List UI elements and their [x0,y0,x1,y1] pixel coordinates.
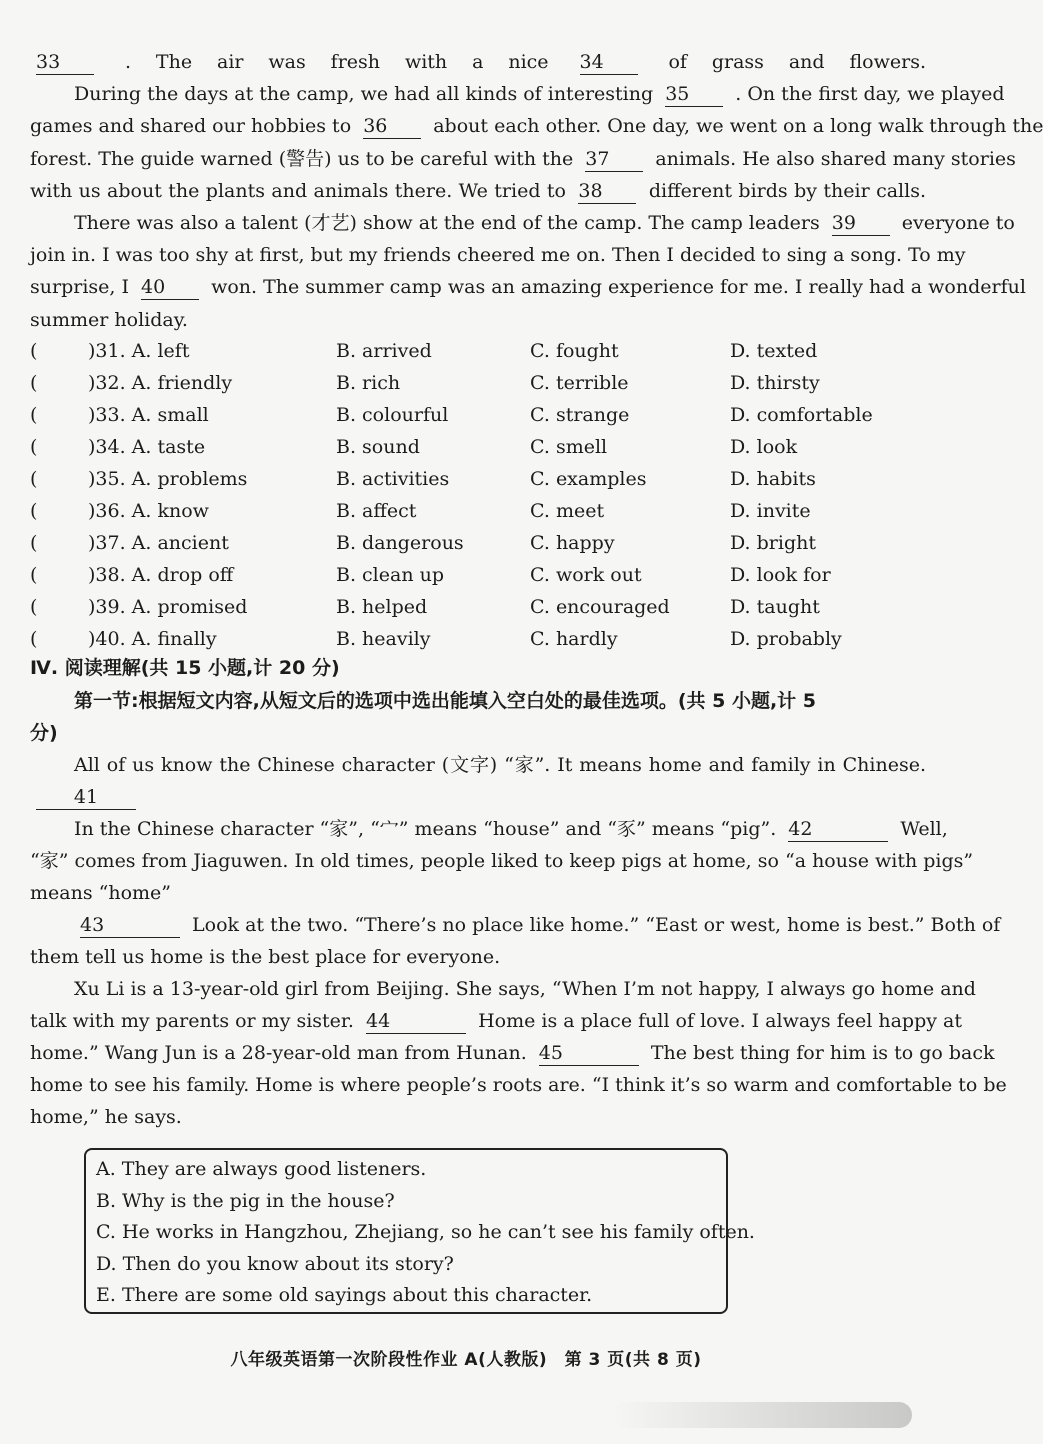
option-a: )34. A. taste [88,436,206,458]
option-row [30,367,910,399]
passage-line [30,78,1005,110]
option-row [30,335,910,367]
passage-line [30,877,926,909]
option-a: )33. A. small [88,404,209,426]
option-b: B. dangerous [336,532,464,554]
option-b: B. heavily [336,628,431,650]
answer-blank[interactable]: 45 [539,1041,639,1066]
passage-line [30,271,1026,303]
passage-text: . On the first day, we played [735,83,1005,106]
option-a: )38. A. drop off [88,564,234,586]
answer-paren[interactable]: ( [30,596,38,618]
passage-text: Xu Li is a 13-year-old girl from Beijing. She says, “When I’m not happy, I always go home and [74,978,976,1000]
option-d: D. texted [730,340,818,362]
answer-blank[interactable]: 38 [578,179,636,204]
passage-line [30,304,926,336]
option-c: C. examples [530,468,647,490]
option-c: C. work out [530,564,642,586]
passage-line [30,239,966,271]
answer-blank[interactable]: 33 [36,50,94,75]
passage-text: animals. He also shared many stories [655,147,1016,170]
passage-line [30,1005,962,1037]
passage-line [30,845,974,877]
option-row [30,495,910,527]
passage-line [30,813,948,845]
passage-line [30,143,1016,175]
passage-text: games and shared our hobbies to [30,115,352,138]
option-d: D. thirsty [730,372,820,394]
passage-text: talk with my parents or my sister. [30,1010,354,1032]
passage-line [30,207,1015,239]
option-c: C. happy [530,532,615,554]
option-d: D. look [730,436,798,458]
option-d: D. habits [730,468,816,490]
option-b: B. clean up [336,564,445,586]
passage-text: Look at the two. “There’s no place like home.” “East or west, home is best.” Both of [192,914,1001,936]
option-d: D. probably [730,628,842,650]
option-b: B. helped [336,596,428,618]
option-c: C. meet [530,500,605,522]
passage-text: with us about the plants and animals there. We tried to [30,179,566,202]
passage-text: All of us know the Chinese character (文字) “家”. It means home and family in Chinese. [74,754,926,776]
passage-text: everyone to [901,212,1015,234]
option-d: D. taught [730,596,820,618]
option-a: )35. A. problems [88,468,248,490]
passage-line [30,781,926,813]
passage-text: “家” comes from Jiaguwen. In old times, people liked to keep pigs at home, so “a house with pigs” [30,850,974,872]
answer-blank[interactable]: 40 [141,275,199,300]
choice-b: B. Why is the pig in the house? [96,1189,395,1212]
option-a: )39. A. promised [88,596,248,618]
option-c: C. hardly [530,628,618,650]
option-row [30,463,910,495]
option-row [30,527,910,559]
answer-paren[interactable]: ( [30,628,38,650]
passage-line [30,175,926,207]
option-b: B. affect [336,500,417,522]
page-footer: 八年级英语第一次阶段性作业 A(人教版) 第 3 页(共 8 页) [230,1350,702,1370]
passage-text: home to see his family. Home is where people’s roots are. “I think it’s so warm and comfortable to be [30,1074,1007,1096]
passage-line [30,909,1001,941]
answer-blank[interactable]: 43 [80,913,180,938]
passage-text: summer holiday. [30,308,188,331]
passage-text: won. The summer camp was an amazing experience for me. I really had a wonderful [211,276,1026,299]
answer-paren[interactable]: ( [30,532,38,554]
option-a: )31. A. left [88,340,190,362]
option-c: C. strange [530,404,630,426]
option-b: B. sound [336,436,420,458]
answer-blank[interactable]: 44 [366,1009,466,1034]
option-c: C. fought [530,340,619,362]
choice-e: E. There are some old sayings about this character. [96,1284,593,1306]
passage-text: different birds by their calls. [648,179,926,202]
passage-text: forest. The guide warned (警告) us to be careful with the [30,147,574,170]
passage-line [30,1037,995,1069]
option-b: B. arrived [336,340,432,362]
passage-text: home,” he says. [30,1106,182,1128]
passage-text: about each other. One day, we went on a long walk through the [433,115,1043,138]
option-d: D. invite [730,500,811,522]
answer-blank[interactable]: 42 [788,817,888,842]
option-d: D. bright [730,532,816,554]
option-d: D. look for [730,564,831,586]
answer-paren[interactable]: ( [30,404,38,426]
option-a: )32. A. friendly [88,372,233,394]
answer-paren[interactable]: ( [30,500,38,522]
section-instruction-cont: 分) [30,722,58,744]
option-d: D. comfortable [730,404,873,426]
answer-blank[interactable]: 36 [363,114,421,139]
option-row [30,623,910,655]
answer-paren[interactable]: ( [30,340,38,362]
answer-paren[interactable]: ( [30,468,38,490]
choice-a: A. They are always good listeners. [96,1158,427,1180]
passage-text: In the Chinese character “家”, “宀” means “house” and “豕” means “pig”. [74,818,777,840]
passage-text: home.” Wang Jun is a 28-year-old man from Hunan. [30,1042,527,1064]
section-instruction: 第一节:根据短文内容,从短文后的选项中选出能填入空白处的最佳选项。(共 5 小题,计 5 [74,690,817,712]
passage-text: The best thing for him is to go back [650,1042,995,1064]
passage-text: join in. I was too shy at first, but my friends cheered me on. Then I decided to sing a song. To my [30,244,966,267]
answer-blank[interactable]: 37 [585,147,643,172]
passage-line [30,1069,1007,1101]
option-a: )40. A. finally [88,628,217,650]
passage-line [30,1101,926,1133]
passage-line [30,973,976,1005]
answer-paren[interactable]: ( [30,564,38,586]
passage-text: of grass and flowers. [668,51,926,73]
option-row [30,399,910,431]
option-c: C. terrible [530,372,629,394]
passage-text: Home is a place full of love. I always feel happy at [478,1010,962,1032]
passage-text: them tell us home is the best place for everyone. [30,946,501,968]
passage-text: . The air was fresh with a nice [124,51,549,73]
option-row [30,559,910,591]
option-row [30,591,910,623]
answer-blank[interactable]: 41 [36,785,136,810]
option-a: )37. A. ancient [88,532,229,554]
answer-blank[interactable]: 39 [832,211,890,236]
option-c: C. encouraged [530,596,670,618]
answer-blank[interactable]: 34 [580,50,638,75]
choice-d: D. Then do you know about its story? [96,1252,454,1275]
option-b: B. activities [336,468,450,490]
passage-line [30,46,926,78]
choice-c: C. He works in Hangzhou, Zhejiang, so he can’t see his family often. [96,1221,755,1243]
option-row [30,431,910,463]
answer-paren[interactable]: ( [30,436,38,458]
passage-text: Well, [900,818,948,840]
passage-line [30,110,1043,142]
section-heading: Ⅳ. 阅读理解(共 15 小题,计 20 分) [30,657,340,679]
option-a: )36. A. know [88,500,209,522]
option-c: C. smell [530,436,608,458]
answer-blank[interactable]: 35 [665,82,723,107]
passage-text: During the days at the camp, we had all kinds of interesting [74,83,654,106]
scroll-indicator [612,1402,912,1428]
passage-line [30,749,926,781]
passage-text: There was also a talent (才艺) show at the end of the camp. The camp leaders [74,212,820,234]
passage-text: means “home” [30,882,171,904]
answer-paren[interactable]: ( [30,372,38,394]
option-b: B. rich [336,372,401,394]
choices-box [84,1148,755,1314]
passage-line [30,941,926,973]
option-b: B. colourful [336,404,449,426]
passage-text: surprise, I [30,276,129,299]
